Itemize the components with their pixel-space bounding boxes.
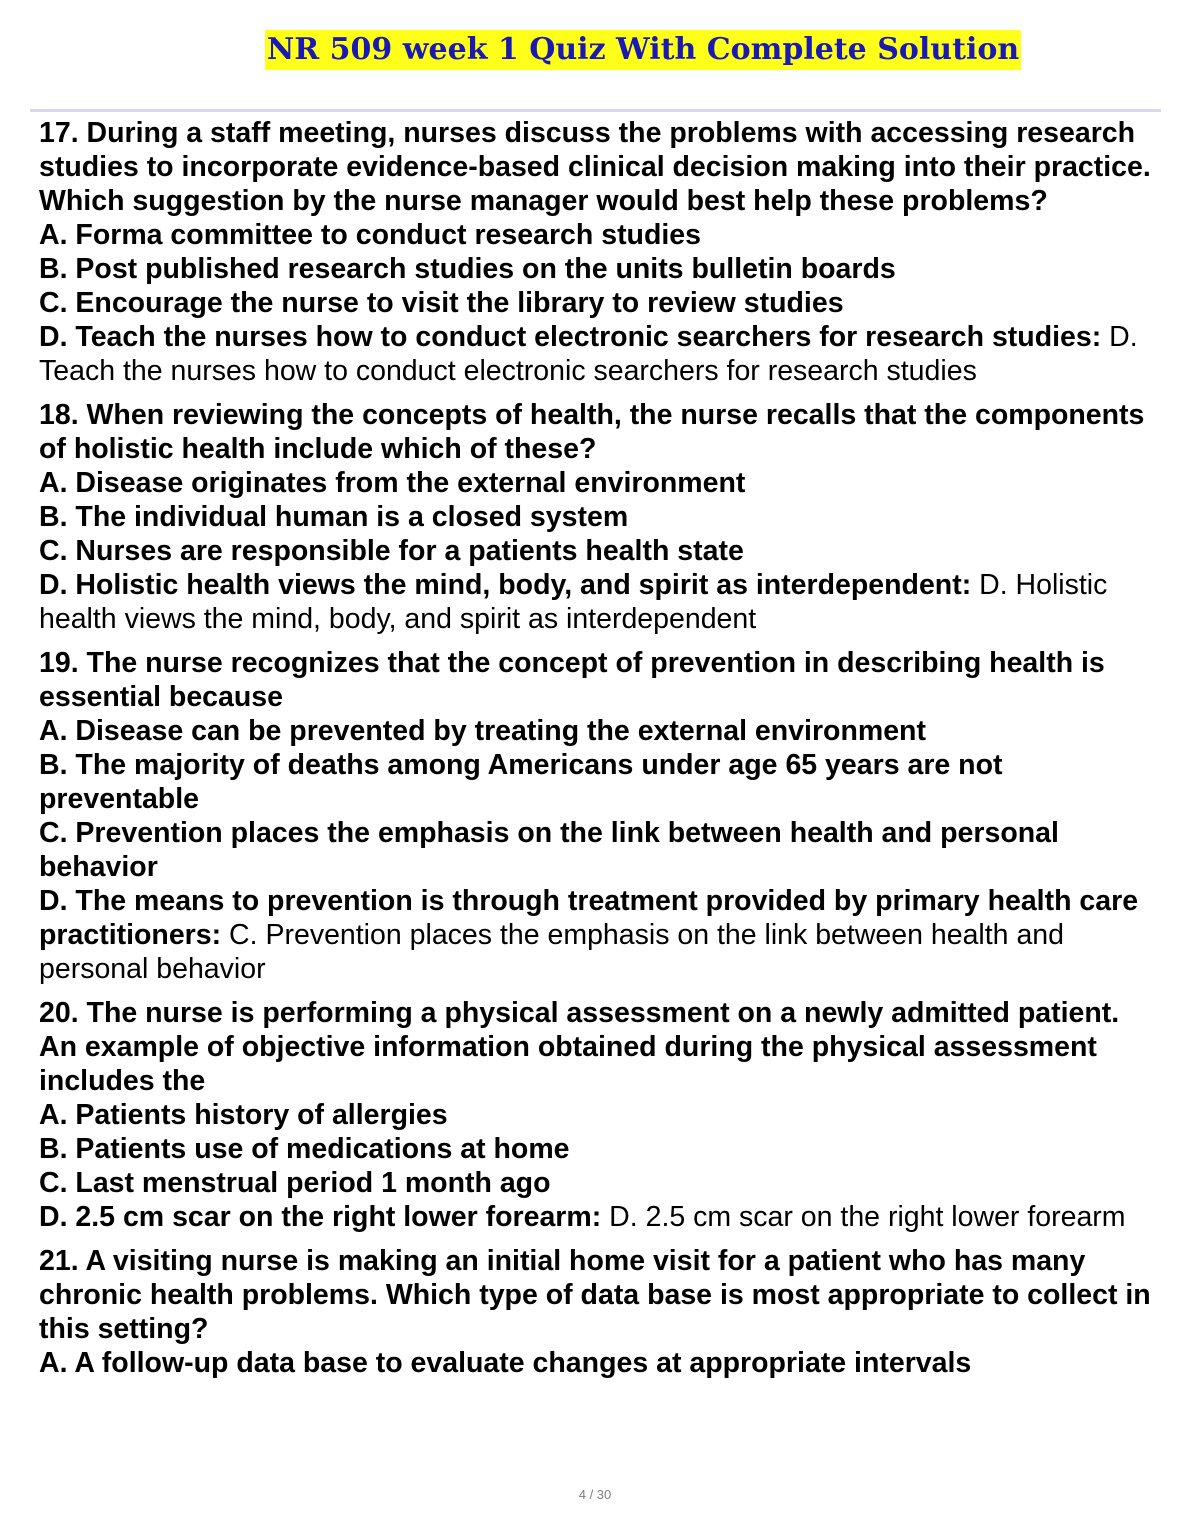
option-d-with-answer [39, 320, 1154, 388]
option-b: B. Patients use of medications at home [39, 1133, 570, 1165]
question-stem: 21. A visiting nurse is making an initial home visit for a patient who has many chronic health problems. Which type of data base is most appropriate to collect in this setting? [39, 1245, 1151, 1345]
answer-text: D. Teach the nurses how to conduct electronic searchers for research studies [39, 321, 1138, 387]
option-d: D. 2.5 cm scar on the right lower forearm: [39, 1201, 602, 1233]
option-d: D. The means to prevention is through treatment provided by primary health care practitioners: [39, 885, 1139, 951]
option-d-with-answer [39, 568, 1154, 636]
option-c: C. Last menstrual period 1 month ago [39, 1167, 551, 1199]
answer-text: D. 2.5 cm scar on the right lower forearm [609, 1201, 1126, 1233]
header [0, 30, 1190, 70]
question-19 [39, 646, 1154, 986]
option-a: A. Forma committee to conduct research studies [39, 219, 701, 251]
option-c: C. Encourage the nurse to visit the library to review studies [39, 287, 844, 319]
option-c: C. Prevention places the emphasis on the link between health and personal behavior [39, 817, 1059, 883]
option-c: C. Nurses are responsible for a patients health state [39, 535, 744, 567]
question-stem: 17. During a staff meeting, nurses discuss the problems with accessing research studies to incorporate evidence-based clinical decision making into their practice. Which suggestion by the nurse manager would best help these problems? [39, 117, 1151, 217]
document-title: NR 509 week 1 Quiz With Complete Solution [265, 30, 1021, 70]
answer-text: C. Prevention places the emphasis on the link between health and personal behavior [39, 919, 1064, 985]
answer-text: D. Holistic health views the mind, body, and spirit as interdependent [39, 569, 1108, 635]
question-20 [39, 996, 1154, 1234]
option-a: A. Patients history of allergies [39, 1099, 448, 1131]
header-divider [30, 109, 1161, 112]
page-number: 4 / 30 [578, 1487, 612, 1502]
option-d: D. Teach the nurses how to conduct electronic searchers for research studies: [39, 321, 1102, 353]
question-21 [39, 1244, 1154, 1380]
option-a: A. A follow-up data base to evaluate changes at appropriate intervals [39, 1347, 972, 1379]
question-stem: 18. When reviewing the concepts of health, the nurse recalls that the components of holistic health include which of these? [39, 399, 1145, 465]
question-17 [39, 116, 1154, 388]
quiz-content [39, 116, 1154, 1390]
question-stem: 20. The nurse is performing a physical assessment on a newly admitted patient. An example of objective information obtained during the physical assessment includes the [39, 997, 1120, 1097]
option-d: D. Holistic health views the mind, body, and spirit as interdependent: [39, 569, 972, 601]
option-a: A. Disease originates from the external environment [39, 467, 746, 499]
option-d-with-answer [39, 884, 1154, 986]
option-b: B. The individual human is a closed system [39, 501, 629, 533]
option-b: B. The majority of deaths among Americans under age 65 years are not preventable [39, 749, 1003, 815]
question-18 [39, 398, 1154, 636]
question-stem: 19. The nurse recognizes that the concept of prevention in describing health is essential because [39, 647, 1105, 713]
option-d-with-answer [39, 1200, 1154, 1234]
option-a: A. Disease can be prevented by treating the external environment [39, 715, 926, 747]
option-b: B. Post published research studies on the units bulletin boards [39, 253, 896, 285]
